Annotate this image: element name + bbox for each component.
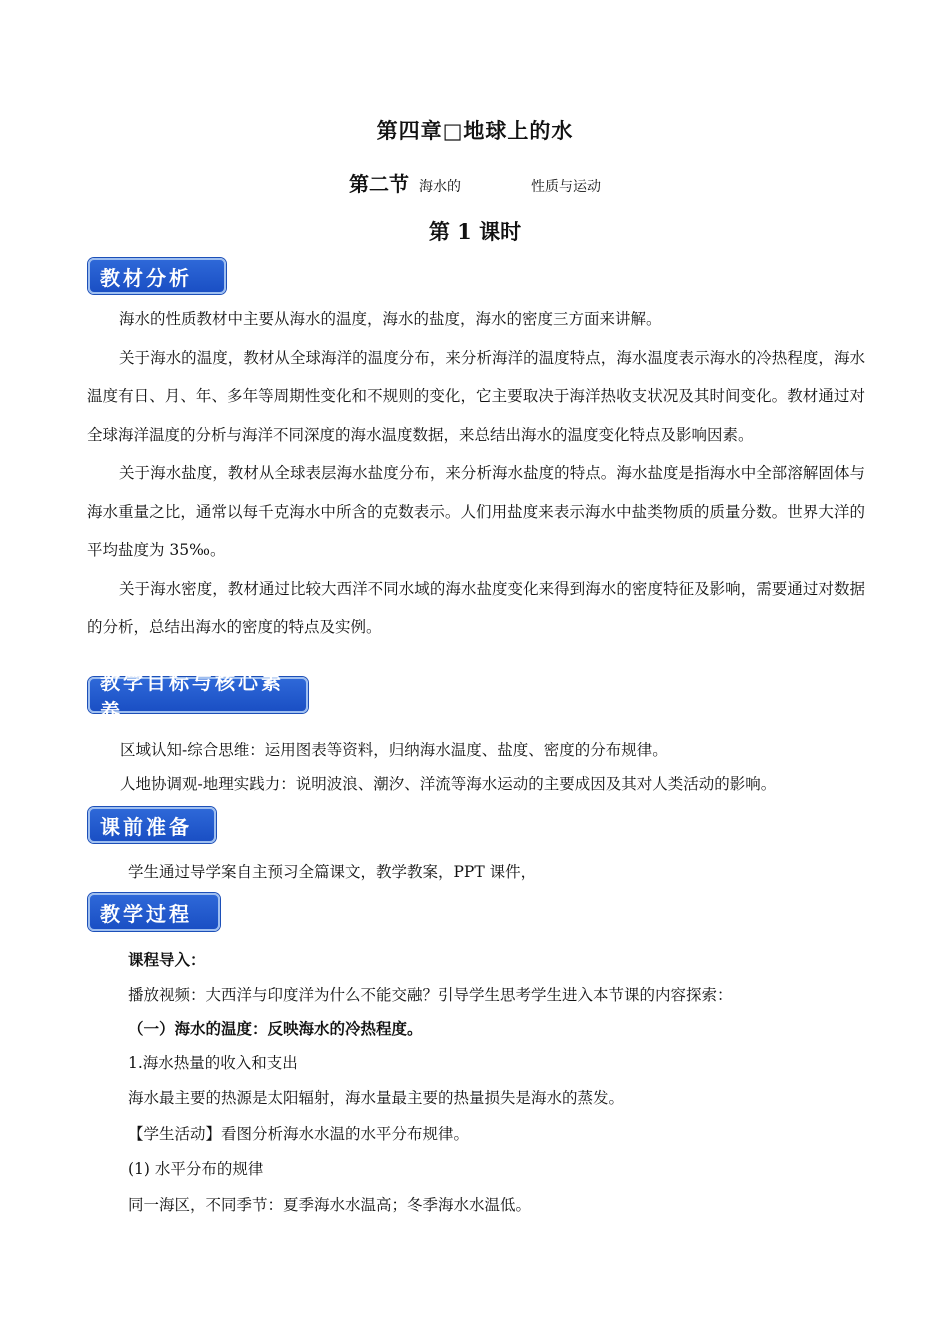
objective-item-1: 区域认知-综合思维：运用图表等资料，归纳海水温度、盐度、密度的分布规律。 — [120, 741, 668, 759]
material-paragraph-4: 关于海水密度，教材通过比较大西洋不同水域的海水盐度变化来得到海水的密度特征及影响，需要通过对数据的分析，总结出海水的密度的特点及实例。 — [87, 579, 865, 636]
section-part2: 性质与运动 — [531, 179, 601, 195]
lesson-title: 第 1 课时 — [428, 219, 522, 244]
material-paragraph-1: 海水的性质教材中主要从海水的温度，海水的盐度，海水的密度三方面来讲解。 — [119, 310, 662, 328]
section-part1: 海水的 — [419, 179, 461, 195]
student-activity: 【学生活动】看图分析海水水温的水平分布规律。 — [128, 1125, 470, 1143]
section-label: 第二节 — [349, 172, 409, 196]
badge-objectives: 教学目标与核心素养 — [88, 677, 308, 713]
badge-preparation: 课前准备 — [88, 807, 216, 843]
intro-label: 课程导入： — [128, 950, 206, 969]
badge-process: 教学过程 — [88, 893, 220, 931]
section-title — [0, 168, 950, 197]
part1-heading: （一）海水的温度：反映海水的冷热程度。 — [128, 1019, 423, 1038]
objective-item-2: 人地协调观-地理实践力：说明波浪、潮汐、洋流等海水运动的主要成因及其对人类活动的影响。 — [120, 775, 777, 793]
badge-material-analysis: 教材分析 — [88, 258, 226, 294]
sub1-text: 同一海区，不同季节：夏季海水水温高；冬季海水水温低。 — [128, 1196, 532, 1214]
intro-video-text: 播放视频：大西洋与印度洋为什么不能交融？引导学生思考学生进入本节课的内容探索： — [128, 986, 733, 1004]
chapter-title: 第四章□地球上的水 — [376, 118, 574, 143]
material-analysis-section — [87, 300, 865, 647]
sub1-heading: (1) 水平分布的规律 — [128, 1160, 264, 1178]
preparation-text: 学生通过导学案自主预习全篇课文，教学教案，PPT 课件， — [128, 863, 537, 881]
material-paragraph-3: 关于海水盐度，教材从全球表层海水盐度分布，来分析海水盐度的特点。海水盐度是指海水中全部溶解固体与海水重量之比，通常以每千克海水中所含的克数表示。人们用盐度来表示海水中盐类物质的质量分数。世界大洋的平均盐度为 35‰。 — [87, 464, 865, 559]
material-paragraph-2: 关于海水的温度，教材从全球海洋的温度分布，来分析海洋的温度特点，海水温度表示海水的冷热程度，海水温度有日、月、年、多年等周期性变化和不规则的变化，它主要取决于海洋热收支状况及其时间变化。教材通过对全球海洋温度的分析与海洋不同深度的海水温度数据，来总结出海水的温度变化特点及影响因素。 — [87, 348, 865, 444]
item1-text: 海水最主要的热源是太阳辐射，海水量最主要的热量损失是海水的蒸发。 — [128, 1089, 625, 1107]
item1-heading: 1.海水热量的收入和支出 — [128, 1054, 298, 1072]
